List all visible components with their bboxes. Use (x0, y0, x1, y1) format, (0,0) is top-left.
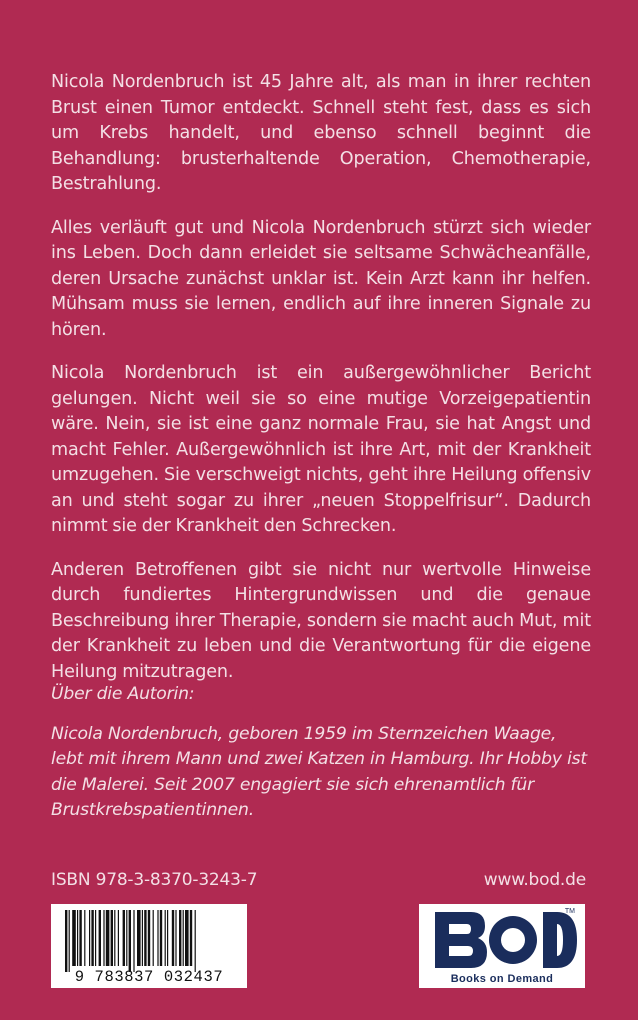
barcode-digits: 9 783837 032437 (74, 968, 224, 986)
author-bio: Nicola Nordenbruch, geboren 1959 im Sternzeichen Waage, lebt mit ihrem Mann und zwei Katzen in Hamburg. Ihr Hobby ist die Malerei. Seit 2007 engagiert sie sich ehrenamtlich für Brustkrebspatientinnen. (51, 723, 587, 820)
author-section (51, 682, 591, 838)
blurb-paragraph-1: Nicola Nordenbruch ist 45 Jahre alt, als man in ihrer rechten Brust einen Tumor entdeckt. Schnell steht fest, dass es sich um Krebs handelt, und ebenso schnell beginnt die Behandlung: brusterhaltende Operation, Chemotherapie, Bestrahlung. (51, 72, 591, 194)
blurb-paragraph-3: Nicola Nordenbruch ist ein außergewöhnlicher Bericht gelungen. Nicht weil sie so eine mutige Vorzeigepatientin wäre. Nein, sie ist eine ganz normale Frau, sie hat Angst und macht Fehler. Außergewöhnlich ist ihre Art, mit der Krankheit umzugehen. Sie verschweigt nichts, geht ihre Heilung offensiv an und steht sogar zu ihrer „neuen Stoppelfrisur“. Dadurch nimmt sie der Krankheit den Schrecken. (51, 363, 591, 536)
publisher-url: www.bod.de (483, 870, 586, 890)
trademark-symbol: TM (564, 908, 575, 915)
back-cover-blurb (51, 70, 591, 703)
blurb-paragraph-2: Alles verläuft gut und Nicola Nordenbruch stürzt sich wieder ins Leben. Doch dann erleidet sie seltsame Schwächeanfälle, deren Ursache zunächst unklar ist. Kein Arzt kann ihr helfen. Mühsam muss sie lernen, endlich auf ihre inneren Signale zu hören. (51, 217, 591, 340)
barcode (51, 904, 247, 988)
bod-logo (419, 904, 585, 988)
bod-tagline: Books on Demand (450, 973, 554, 985)
author-heading: Über die Autorin: (51, 684, 195, 704)
isbn-number: ISBN 978-3-8370-3243-7 (51, 870, 258, 890)
blurb-paragraph-4: Anderen Betroffenen gibt sie nicht nur wertvolle Hinweise durch fundiertes Hintergrundwissen und die genaue Beschreibung ihrer Therapie, sondern sie macht auch Mut, mit der Krankheit zu leben und die Verantwortung für die eigene Heilung mitzutragen. (51, 559, 591, 682)
